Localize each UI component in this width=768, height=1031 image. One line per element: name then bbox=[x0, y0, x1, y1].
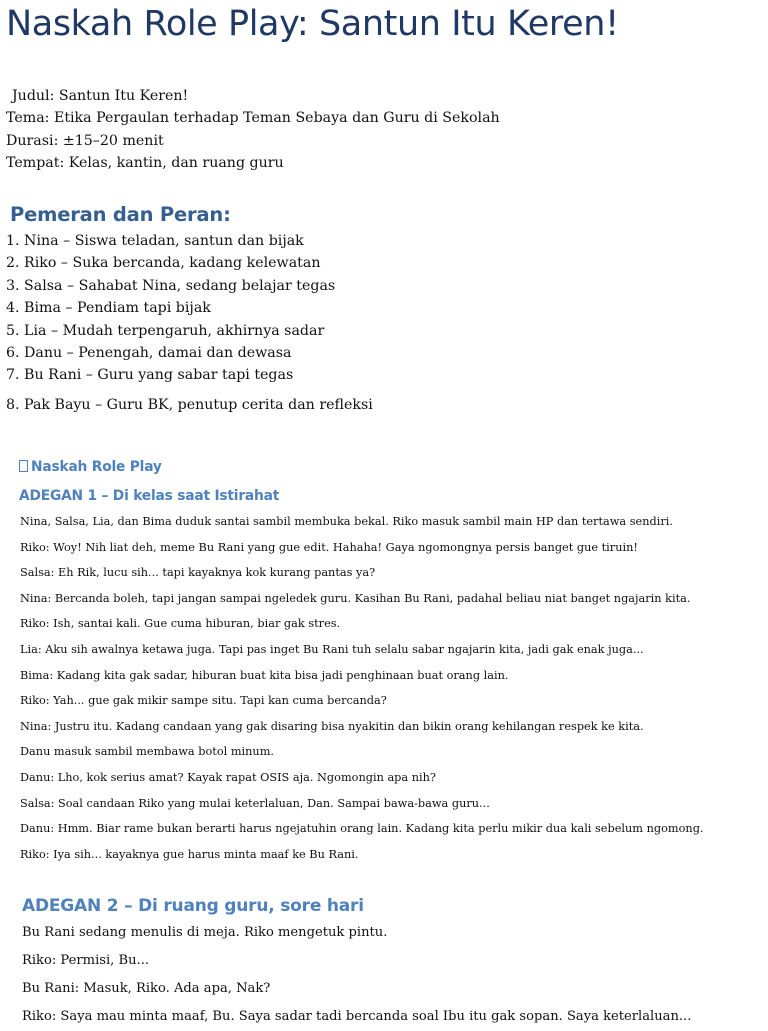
cast-item: 7. Bu Rani – Guru yang sabar tapi tegas bbox=[6, 367, 294, 384]
scene-line: Riko: Yah... gue gak mikir sampe situ. Tapi kan cuma bercanda? bbox=[20, 694, 387, 708]
scene-line: Danu: Hmm. Biar rame bukan berarti harus ngejatuhin orang lain. Kadang kita perlu mikir dua kali sebelum ngomong. bbox=[20, 822, 704, 836]
cast-list bbox=[6, 230, 373, 416]
scene-line: Nina, Salsa, Lia, dan Bima duduk santai sambil membuka bekal. Riko masuk sambil main HP dan tertawa sendiri. bbox=[20, 515, 673, 528]
cast-item: 1. Nina – Siswa teladan, santun dan bijak bbox=[6, 233, 304, 249]
scene-line: Bu Rani sedang menulis di meja. Riko mengetuk pintu. bbox=[22, 925, 388, 940]
scene-line: Lia: Aku sih awalnya ketawa juga. Tapi pas inget Bu Rani tuh selalu sabar ngajarin kita, jadi gak enak juga... bbox=[20, 642, 644, 656]
scene1-heading: ADEGAN 1 – Di kelas saat Istirahat bbox=[19, 488, 280, 504]
scene-line: Nina: Justru itu. Kadang candaan yang gak disaring bisa nyakitin dan bikin orang kehilangan respek ke kita. bbox=[20, 719, 644, 733]
scene2-heading: ADEGAN 2 – Di ruang guru, sore hari bbox=[22, 896, 364, 916]
cast-item: 3. Salsa – Sahabat Nina, sedang belajar tegas bbox=[6, 277, 336, 294]
cast-item: 8. Pak Bayu – Guru BK, penutup cerita dan refleksi bbox=[6, 396, 373, 413]
scene-line: Riko: Ish, santai kali. Gue cuma hiburan, biar gak stres. bbox=[20, 617, 341, 631]
cast-item: 4. Bima – Pendiam tapi bijak bbox=[6, 300, 211, 317]
cast-item: 2. Riko – Suka bercanda, kadang kelewatan bbox=[6, 255, 321, 272]
cast-item: 5. Lia – Mudah terpengaruh, akhirnya sadar bbox=[6, 322, 325, 339]
scene-line: Salsa: Eh Rik, lucu sih... tapi kayaknya kok kurang pantas ya? bbox=[20, 566, 376, 580]
info-line-theme: Tema: Etika Pergaulan terhadap Teman Sebaya dan Guru di Sekolah bbox=[6, 110, 500, 127]
cast-heading: Pemeran dan Peran: bbox=[10, 203, 231, 226]
scene-line: Nina: Bercanda boleh, tapi jangan sampai ngeledek guru. Kasihan Bu Rani, padahal beliau niat banget ngajarin kita. bbox=[20, 591, 691, 605]
scene-line: Riko: Permisi, Bu... bbox=[22, 953, 150, 968]
scene-line: Bu Rani: Masuk, Riko. Ada apa, Nak? bbox=[22, 981, 271, 996]
scene-line: Riko: Woy! Nih liat deh, meme Bu Rani yang gue edit. Hahaha! Gaya ngomongnya persis banget gue tiruin! bbox=[20, 540, 638, 554]
script-heading-label: Naskah Role Play bbox=[31, 459, 162, 475]
info-line-title: Judul: Santun Itu Keren! bbox=[12, 88, 189, 104]
scene-line: Bima: Kadang kita gak sadar, hiburan buat kita bisa jadi penghinaan buat orang lain. bbox=[20, 668, 509, 682]
missing-glyph-icon bbox=[19, 460, 28, 472]
scene-line: Danu: Lho, kok serius amat? Kayak rapat OSIS aja. Ngomongin apa nih? bbox=[20, 770, 436, 784]
scene-line: Riko: Saya mau minta maaf, Bu. Saya sadar tadi bercanda soal Ibu itu gak sopan. Saya keterlaluan... bbox=[22, 1009, 692, 1024]
scene2-dialogue bbox=[22, 919, 691, 1031]
scene-line: Danu masuk sambil membawa botol minum. bbox=[20, 745, 275, 759]
info-line-place: Tempat: Kelas, kantin, dan ruang guru bbox=[6, 155, 284, 172]
play-info-block bbox=[6, 85, 500, 175]
script-heading bbox=[19, 459, 162, 475]
scene-line: Salsa: Soal candaan Riko yang mulai keterlaluan, Dan. Sampai bawa-bawa guru... bbox=[20, 796, 490, 810]
document-title: Naskah Role Play: Santun Itu Keren! bbox=[6, 4, 619, 44]
info-line-duration: Durasi: ±15–20 menit bbox=[6, 132, 164, 149]
scene-line: Riko: Iya sih... kayaknya gue harus minta maaf ke Bu Rani. bbox=[20, 847, 359, 861]
cast-item: 6. Danu – Penengah, damai dan dewasa bbox=[6, 345, 292, 362]
scene1-dialogue bbox=[20, 509, 704, 867]
